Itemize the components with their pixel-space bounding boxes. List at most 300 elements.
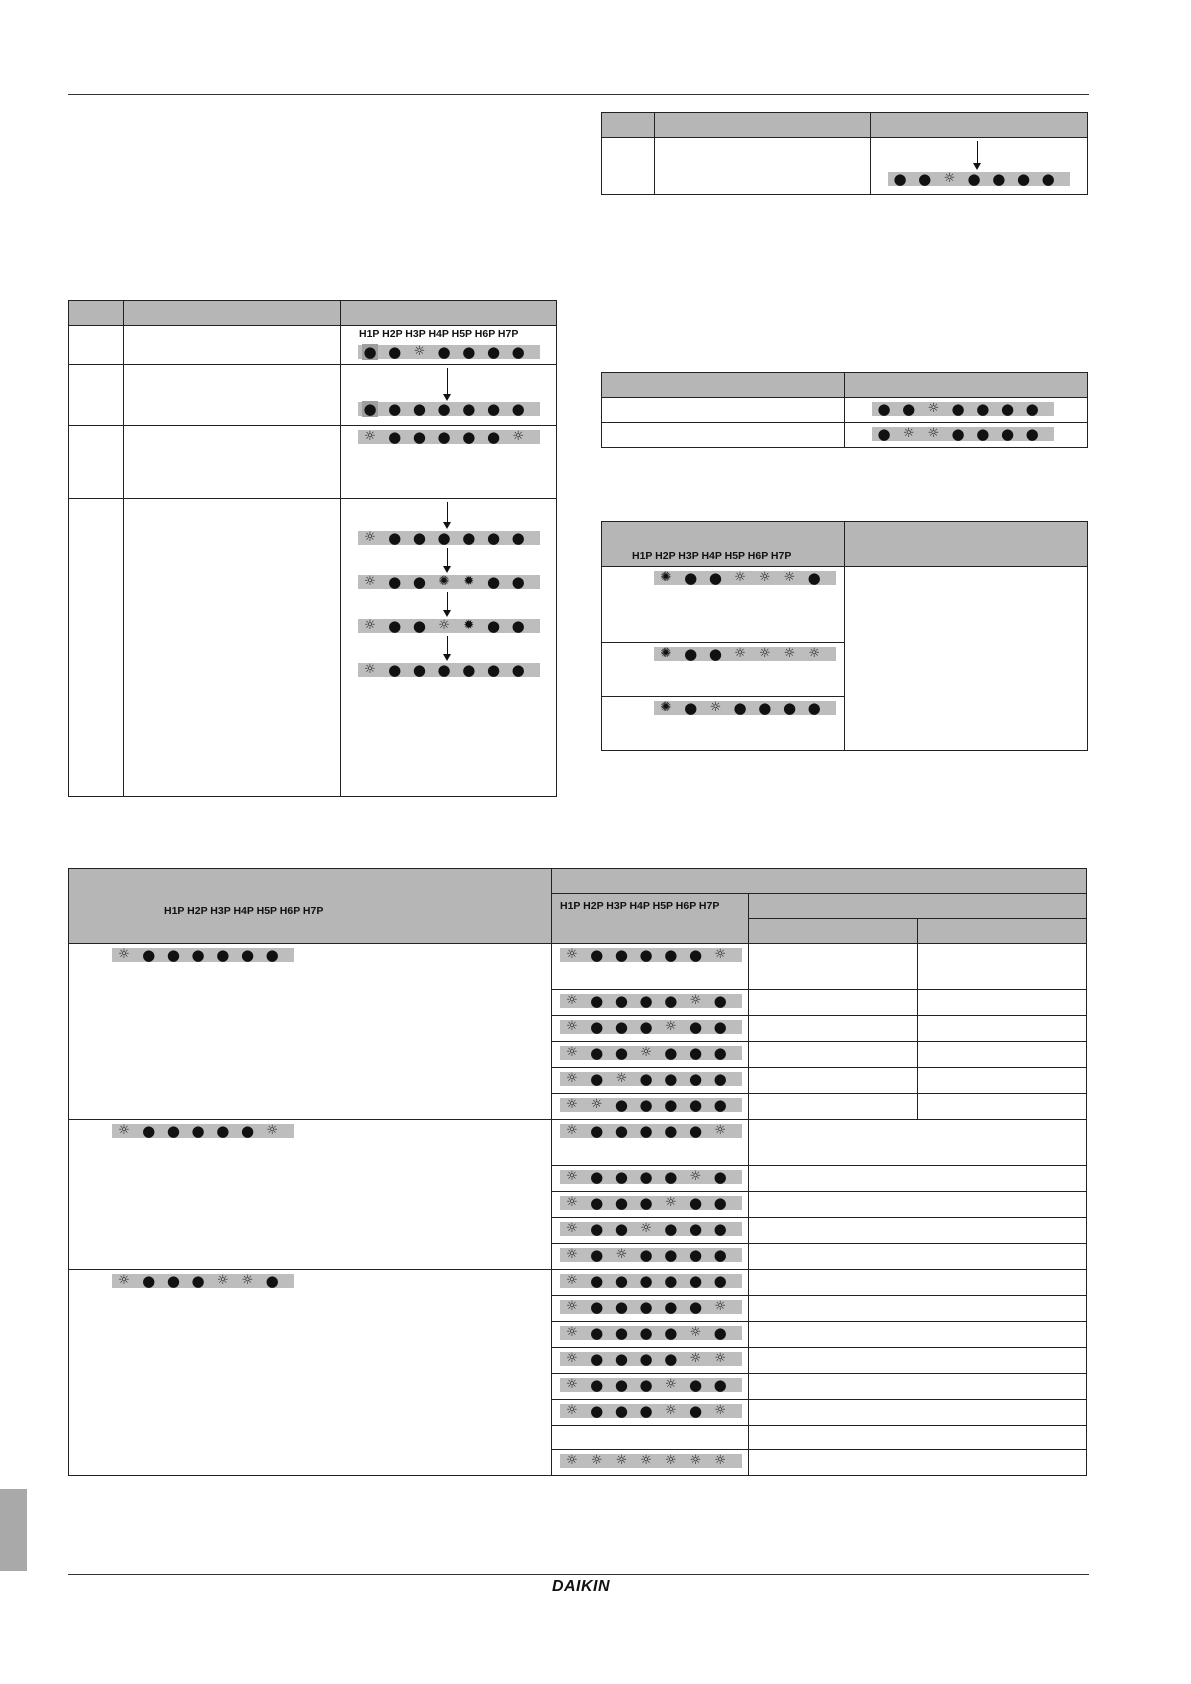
led-off-icon: ● bbox=[664, 1044, 678, 1062]
table-cell bbox=[749, 1270, 1087, 1296]
led-on-icon: ☼ bbox=[689, 993, 702, 1008]
led-off-icon: ● bbox=[437, 343, 451, 361]
led-off-icon: ● bbox=[590, 1376, 604, 1394]
led-on-icon: ☼ bbox=[364, 530, 376, 545]
led-off-icon: ● bbox=[733, 699, 747, 717]
led-off-icon: ● bbox=[590, 1220, 604, 1238]
led-strip bbox=[358, 531, 540, 545]
led-off-icon: ● bbox=[639, 1168, 653, 1186]
led-off-icon: ● bbox=[462, 428, 476, 446]
led-off-icon: ● bbox=[639, 1122, 653, 1140]
led-off-icon: ● bbox=[590, 1350, 604, 1368]
led-off-icon: ● bbox=[664, 1096, 678, 1114]
led-on-icon: ☼ bbox=[566, 1377, 578, 1392]
led-off-icon: ● bbox=[412, 617, 426, 635]
led-header-labels: H1P H2P H3P H4P H5P H6P H7P bbox=[164, 905, 324, 917]
led-off-icon: ● bbox=[486, 529, 501, 547]
table-cell bbox=[749, 1296, 1087, 1322]
led-on-icon: ☼ bbox=[566, 1019, 578, 1034]
led-cell bbox=[552, 1120, 749, 1166]
led-on-icon: ☼ bbox=[615, 1247, 628, 1262]
led-off-icon: ● bbox=[216, 946, 230, 964]
led-off-icon: ● bbox=[664, 1298, 678, 1316]
led-cell bbox=[552, 1094, 749, 1120]
led-strip bbox=[560, 1404, 742, 1418]
led-off-icon: ● bbox=[713, 1096, 727, 1114]
led-on-icon: ☼ bbox=[566, 1071, 578, 1086]
led-off-icon: ● bbox=[614, 1044, 628, 1062]
led-off-icon: ● bbox=[688, 1220, 703, 1238]
led-strip bbox=[560, 994, 742, 1008]
led-on-icon: ☼ bbox=[364, 429, 376, 444]
led-cell bbox=[552, 1426, 749, 1450]
led-strip bbox=[560, 1248, 742, 1262]
led-off-icon: ● bbox=[166, 1272, 180, 1290]
led-off-icon: ● bbox=[713, 1220, 727, 1238]
top-right-table bbox=[601, 112, 1088, 195]
led-header-labels: H1P H2P H3P H4P H5P H6P H7P bbox=[632, 550, 792, 562]
led-on-icon: ☼ bbox=[714, 1351, 727, 1366]
led-off-icon: ● bbox=[664, 992, 678, 1010]
table-cell bbox=[749, 1244, 1087, 1270]
table-cell bbox=[749, 1426, 1087, 1450]
led-strip bbox=[560, 1300, 742, 1314]
led-off-icon: ● bbox=[614, 992, 628, 1010]
led-off-icon: ● bbox=[462, 661, 476, 679]
led-off-icon: ● bbox=[713, 1070, 727, 1088]
table-cell bbox=[749, 1374, 1087, 1400]
led-on-icon: ☼ bbox=[566, 1097, 578, 1112]
led-cell bbox=[69, 944, 552, 1120]
led-strip bbox=[358, 619, 540, 633]
led-on-icon: ☼ bbox=[241, 1273, 254, 1288]
led-off-icon: ● bbox=[639, 1324, 653, 1342]
led-off-icon: ● bbox=[684, 569, 698, 587]
led-off-icon: ● bbox=[412, 529, 426, 547]
led-off-icon: ● bbox=[664, 1246, 678, 1264]
led-off-icon: ● bbox=[614, 1096, 628, 1114]
led-on-icon: ☼ bbox=[714, 1123, 727, 1138]
led-off-icon: ● bbox=[590, 1298, 604, 1316]
led-off-icon: ● bbox=[462, 343, 476, 361]
led-off-icon: ● bbox=[486, 400, 501, 418]
led-table-b bbox=[601, 372, 1088, 448]
table-cell bbox=[655, 138, 871, 195]
led-strip bbox=[358, 575, 540, 589]
table-cell bbox=[918, 990, 1087, 1016]
led-off-icon: ● bbox=[511, 617, 525, 635]
led-off-icon: ● bbox=[614, 1220, 628, 1238]
led-strip bbox=[560, 1352, 742, 1366]
led-on-icon: ☼ bbox=[413, 344, 426, 359]
table-cell bbox=[749, 1120, 1087, 1166]
led-strip bbox=[560, 1326, 742, 1340]
led-cell bbox=[552, 944, 749, 990]
led-off-icon: ● bbox=[614, 1324, 628, 1342]
chapter-side-tab bbox=[0, 1489, 27, 1571]
led-strip bbox=[358, 345, 540, 359]
led-strip bbox=[654, 647, 836, 661]
led-cell bbox=[552, 1192, 749, 1218]
led-off-icon: ● bbox=[639, 1402, 653, 1420]
led-flash-icon: ✺ bbox=[660, 570, 672, 585]
led-off-icon: ● bbox=[590, 1018, 604, 1036]
led-on-icon: ☼ bbox=[689, 1325, 702, 1340]
led-off-icon: ● bbox=[664, 1272, 678, 1290]
led-off-icon: ● bbox=[782, 699, 797, 717]
led-header-labels: H1P H2P H3P H4P H5P H6P H7P bbox=[359, 328, 519, 340]
table-cell bbox=[918, 1016, 1087, 1042]
led-off-icon: ● bbox=[511, 529, 525, 547]
table-cell bbox=[602, 138, 655, 195]
led-strip bbox=[560, 1020, 742, 1034]
table-cell bbox=[124, 499, 341, 797]
table-cell bbox=[69, 365, 124, 426]
led-off-icon: ● bbox=[191, 1122, 205, 1140]
led-off-icon: ● bbox=[713, 1246, 727, 1264]
led-on-icon: ☼ bbox=[566, 1403, 578, 1418]
led-off-icon: ● bbox=[142, 1122, 156, 1140]
led-off-icon: ● bbox=[412, 661, 426, 679]
led-off-icon: ● bbox=[918, 170, 932, 188]
table-cell bbox=[749, 1450, 1087, 1476]
led-off-icon: ● bbox=[1025, 425, 1039, 443]
led-on-icon: ☼ bbox=[689, 1351, 702, 1366]
led-on-icon: ☼ bbox=[266, 1123, 279, 1138]
led-on-icon: ☼ bbox=[566, 1453, 578, 1468]
led-off-icon: ● bbox=[688, 1122, 703, 1140]
led-off-icon: ● bbox=[688, 1044, 703, 1062]
led-off-icon: ● bbox=[590, 1324, 604, 1342]
led-off-icon: ● bbox=[388, 573, 402, 591]
led-off-icon: ● bbox=[639, 1350, 653, 1368]
led-on-icon: ☼ bbox=[364, 574, 376, 589]
led-on-icon: ☼ bbox=[566, 1299, 578, 1314]
led-off-icon: ● bbox=[590, 1272, 604, 1290]
led-off-icon: ● bbox=[877, 425, 891, 443]
led-on-icon: ☼ bbox=[566, 1045, 578, 1060]
led-off-icon: ● bbox=[511, 573, 525, 591]
led-cell bbox=[552, 1042, 749, 1068]
table-cell bbox=[124, 426, 341, 499]
led-strip bbox=[872, 427, 1054, 441]
led-strip bbox=[560, 1274, 742, 1288]
led-off-icon: ● bbox=[511, 400, 525, 418]
led-off-icon: ● bbox=[688, 1246, 703, 1264]
led-off-icon: ● bbox=[363, 400, 377, 418]
led-off-icon: ● bbox=[486, 617, 501, 635]
led-off-icon: ● bbox=[1000, 425, 1015, 443]
led-on-icon: ☼ bbox=[664, 1019, 677, 1034]
led-header-labels: H1P H2P H3P H4P H5P H6P H7P bbox=[560, 900, 720, 912]
led-off-icon: ● bbox=[664, 1324, 678, 1342]
led-off-icon: ● bbox=[758, 699, 772, 717]
led-strip bbox=[112, 1124, 294, 1138]
table-cell bbox=[749, 1068, 918, 1094]
table-d-left-header bbox=[69, 869, 552, 944]
led-strip bbox=[112, 948, 294, 962]
table-cell bbox=[749, 1218, 1087, 1244]
led-cell bbox=[552, 1296, 749, 1322]
led-off-icon: ● bbox=[684, 699, 698, 717]
arrow-down-icon bbox=[447, 368, 448, 396]
led-on-icon: ☼ bbox=[664, 1377, 677, 1392]
table-cell bbox=[124, 326, 341, 365]
led-on-icon: ☼ bbox=[640, 1453, 652, 1468]
led-on-icon: ☼ bbox=[734, 570, 746, 585]
led-off-icon: ● bbox=[639, 1272, 653, 1290]
led-off-icon: ● bbox=[713, 1044, 727, 1062]
led-on-icon: ☼ bbox=[512, 429, 525, 444]
led-off-icon: ● bbox=[664, 946, 678, 964]
led-off-icon: ● bbox=[486, 428, 501, 446]
led-off-icon: ● bbox=[590, 1246, 604, 1264]
led-off-icon: ● bbox=[688, 1096, 703, 1114]
led-cell bbox=[69, 1270, 552, 1476]
led-off-icon: ● bbox=[639, 1096, 653, 1114]
led-cell bbox=[341, 499, 557, 797]
led-off-icon: ● bbox=[590, 992, 604, 1010]
led-cell bbox=[552, 1374, 749, 1400]
led-on-icon: ☼ bbox=[566, 947, 578, 962]
led-off-icon: ● bbox=[713, 1324, 727, 1342]
led-strip bbox=[358, 430, 540, 444]
led-table-a bbox=[68, 300, 557, 797]
led-off-icon: ● bbox=[486, 343, 501, 361]
led-off-icon: ● bbox=[967, 170, 981, 188]
led-off-icon: ● bbox=[664, 1168, 678, 1186]
led-off-icon: ● bbox=[462, 400, 476, 418]
led-cell bbox=[602, 697, 845, 751]
led-off-icon: ● bbox=[893, 170, 907, 188]
table-cell bbox=[124, 365, 341, 426]
table-cell bbox=[602, 423, 845, 448]
led-cell bbox=[552, 990, 749, 1016]
led-on-icon: ☼ bbox=[438, 618, 450, 633]
led-off-icon: ● bbox=[240, 946, 255, 964]
led-on-icon: ☼ bbox=[714, 1403, 727, 1418]
led-off-icon: ● bbox=[437, 661, 451, 679]
led-off-icon: ● bbox=[614, 1194, 628, 1212]
led-off-icon: ● bbox=[639, 1018, 653, 1036]
led-off-icon: ● bbox=[807, 699, 821, 717]
led-flash-icon: ✺ bbox=[660, 700, 672, 715]
led-on-icon: ☼ bbox=[118, 1273, 130, 1288]
led-strip bbox=[358, 663, 540, 677]
led-off-icon: ● bbox=[713, 1194, 727, 1212]
led-flash-icon: ✹ bbox=[463, 574, 475, 589]
led-off-icon: ● bbox=[614, 1376, 628, 1394]
led-on-icon: ☼ bbox=[758, 570, 771, 585]
led-off-icon: ● bbox=[684, 645, 698, 663]
led-strip bbox=[560, 1124, 742, 1138]
led-off-icon: ● bbox=[614, 1402, 628, 1420]
led-cell bbox=[552, 1016, 749, 1042]
led-on-icon: ☼ bbox=[590, 1097, 603, 1112]
led-off-icon: ● bbox=[1041, 170, 1055, 188]
led-on-icon: ☼ bbox=[783, 570, 796, 585]
led-off-icon: ● bbox=[388, 661, 402, 679]
led-off-icon: ● bbox=[590, 1122, 604, 1140]
led-off-icon: ● bbox=[708, 569, 722, 587]
footer-rule bbox=[68, 1574, 1089, 1575]
led-off-icon: ● bbox=[664, 1220, 678, 1238]
led-off-icon: ● bbox=[388, 400, 402, 418]
led-strip bbox=[358, 402, 540, 416]
led-on-icon: ☼ bbox=[783, 646, 796, 661]
led-off-icon: ● bbox=[951, 400, 965, 418]
table-cell bbox=[749, 990, 918, 1016]
led-on-icon: ☼ bbox=[615, 1453, 628, 1468]
led-off-icon: ● bbox=[639, 1376, 653, 1394]
led-off-icon: ● bbox=[639, 1070, 653, 1088]
led-on-icon: ☼ bbox=[566, 1325, 578, 1340]
led-on-icon: ☼ bbox=[118, 947, 130, 962]
led-cell bbox=[552, 1166, 749, 1192]
led-on-icon: ☼ bbox=[714, 1453, 727, 1468]
led-off-icon: ● bbox=[614, 1018, 628, 1036]
led-strip bbox=[112, 1274, 294, 1288]
table-cell bbox=[918, 1094, 1087, 1120]
led-cell bbox=[69, 1120, 552, 1270]
led-on-icon: ☼ bbox=[734, 646, 746, 661]
table-cell bbox=[749, 1042, 918, 1068]
led-off-icon: ● bbox=[688, 1070, 703, 1088]
led-off-icon: ● bbox=[614, 946, 628, 964]
led-off-icon: ● bbox=[437, 529, 451, 547]
led-off-icon: ● bbox=[486, 661, 501, 679]
led-off-icon: ● bbox=[590, 1402, 604, 1420]
led-on-icon: ☼ bbox=[714, 947, 727, 962]
led-off-icon: ● bbox=[708, 645, 722, 663]
led-off-icon: ● bbox=[388, 617, 402, 635]
daikin-logo: DAIKIN bbox=[551, 1578, 611, 1595]
led-off-icon: ● bbox=[976, 425, 990, 443]
table-cell bbox=[602, 398, 845, 423]
led-off-icon: ● bbox=[639, 946, 653, 964]
led-on-icon: ☼ bbox=[566, 1273, 578, 1288]
table-c-header bbox=[602, 522, 845, 567]
led-off-icon: ● bbox=[688, 1298, 703, 1316]
led-on-icon: ☼ bbox=[216, 1273, 229, 1288]
led-cell bbox=[552, 1450, 749, 1476]
table-cell bbox=[918, 944, 1087, 990]
led-off-icon: ● bbox=[614, 1350, 628, 1368]
led-off-icon: ● bbox=[614, 1168, 628, 1186]
led-on-icon: ☼ bbox=[590, 1453, 603, 1468]
led-cell bbox=[552, 1400, 749, 1426]
led-off-icon: ● bbox=[265, 1272, 279, 1290]
led-on-icon: ☼ bbox=[758, 646, 771, 661]
led-off-icon: ● bbox=[166, 1122, 180, 1140]
arrow-down-icon bbox=[447, 548, 448, 568]
led-on-icon: ☼ bbox=[664, 1403, 677, 1418]
led-off-icon: ● bbox=[639, 1246, 653, 1264]
led-off-icon: ● bbox=[590, 1168, 604, 1186]
led-off-icon: ● bbox=[142, 1272, 156, 1290]
led-on-icon: ☼ bbox=[927, 401, 940, 416]
led-off-icon: ● bbox=[951, 425, 965, 443]
led-off-icon: ● bbox=[688, 946, 703, 964]
led-cell bbox=[552, 1348, 749, 1374]
led-off-icon: ● bbox=[412, 400, 426, 418]
led-strip bbox=[560, 1072, 742, 1086]
table-cell bbox=[749, 1400, 1087, 1426]
table-cell bbox=[69, 426, 124, 499]
header-rule bbox=[68, 94, 1089, 95]
table-cell bbox=[749, 1016, 918, 1042]
led-off-icon: ● bbox=[664, 1122, 678, 1140]
led-off-icon: ● bbox=[590, 1044, 604, 1062]
led-off-icon: ● bbox=[639, 1298, 653, 1316]
led-on-icon: ☼ bbox=[640, 1221, 652, 1236]
led-on-icon: ☼ bbox=[664, 1195, 677, 1210]
led-on-icon: ☼ bbox=[664, 1453, 677, 1468]
led-off-icon: ● bbox=[688, 1402, 703, 1420]
led-off-icon: ● bbox=[142, 946, 156, 964]
led-strip bbox=[560, 948, 742, 962]
led-off-icon: ● bbox=[902, 400, 916, 418]
led-off-icon: ● bbox=[166, 946, 180, 964]
led-on-icon: ☼ bbox=[640, 1045, 652, 1060]
led-off-icon: ● bbox=[713, 1018, 727, 1036]
led-on-icon: ☼ bbox=[689, 1453, 702, 1468]
led-off-icon: ● bbox=[713, 1376, 727, 1394]
led-off-icon: ● bbox=[664, 1070, 678, 1088]
led-off-icon: ● bbox=[639, 1194, 653, 1212]
led-on-icon: ☼ bbox=[902, 426, 915, 441]
led-off-icon: ● bbox=[992, 170, 1006, 188]
led-off-icon: ● bbox=[664, 1350, 678, 1368]
led-on-icon: ☼ bbox=[566, 1123, 578, 1138]
led-off-icon: ● bbox=[688, 1272, 703, 1290]
led-on-icon: ☼ bbox=[566, 1351, 578, 1366]
led-off-icon: ● bbox=[590, 1070, 604, 1088]
led-off-icon: ● bbox=[388, 529, 402, 547]
led-off-icon: ● bbox=[486, 573, 501, 591]
led-off-icon: ● bbox=[688, 1194, 703, 1212]
led-flash-icon: ✹ bbox=[463, 618, 475, 633]
led-on-icon: ☼ bbox=[566, 993, 578, 1008]
led-on-icon: ☼ bbox=[364, 618, 376, 633]
led-table-c bbox=[601, 521, 1088, 751]
arrow-down-icon bbox=[447, 502, 448, 524]
led-cell bbox=[341, 326, 557, 365]
led-flash-icon: ✺ bbox=[438, 574, 450, 589]
table-cell bbox=[845, 567, 1088, 751]
table-cell bbox=[749, 944, 918, 990]
led-off-icon: ● bbox=[639, 992, 653, 1010]
led-cell bbox=[552, 1244, 749, 1270]
table-cell bbox=[749, 1094, 918, 1120]
table-cell bbox=[749, 1166, 1087, 1192]
led-on-icon: ☼ bbox=[364, 662, 376, 677]
led-on-icon: ☼ bbox=[566, 1247, 578, 1262]
led-strip bbox=[888, 172, 1070, 186]
led-cell bbox=[602, 567, 845, 643]
arrow-down-icon bbox=[447, 636, 448, 656]
led-off-icon: ● bbox=[713, 992, 727, 1010]
led-off-icon: ● bbox=[1016, 170, 1031, 188]
led-off-icon: ● bbox=[614, 1298, 628, 1316]
led-off-icon: ● bbox=[590, 1194, 604, 1212]
led-off-icon: ● bbox=[688, 1376, 703, 1394]
led-off-icon: ● bbox=[363, 343, 377, 361]
led-off-icon: ● bbox=[216, 1122, 230, 1140]
led-off-icon: ● bbox=[1000, 400, 1015, 418]
led-on-icon: ☼ bbox=[689, 1169, 702, 1184]
led-strip bbox=[560, 1378, 742, 1392]
